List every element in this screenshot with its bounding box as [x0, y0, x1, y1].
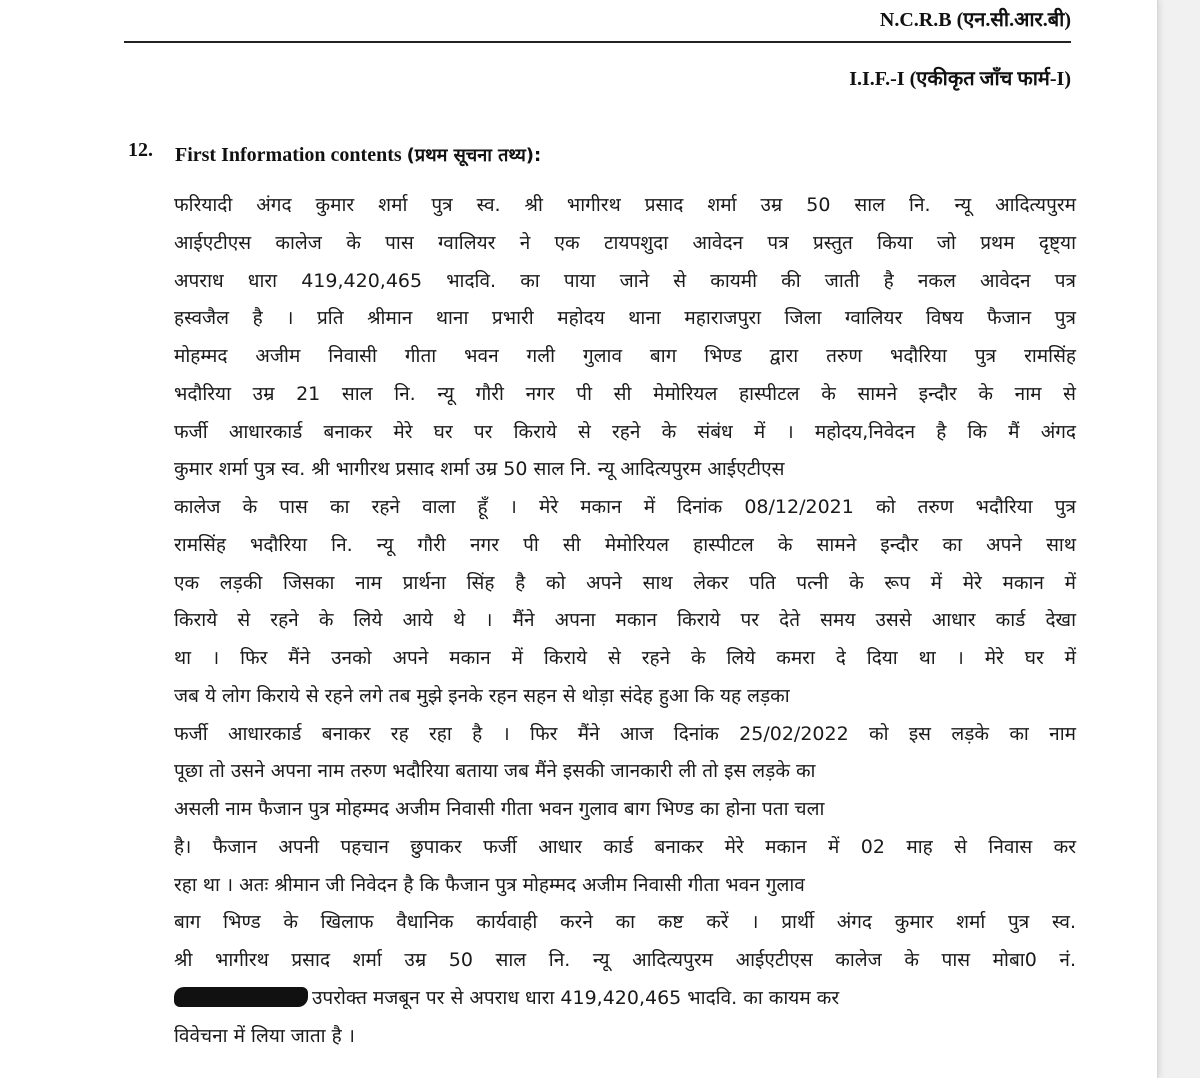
content-line-redacted	[174, 983, 1076, 1021]
content-line: पूछा तो उसने अपना नाम तरुण भदौरिया बताया जब मैंने इसकी जानकारी ली तो इस लड़के का	[174, 760, 816, 783]
header-form-title: I.I.F.-I (एकीकृत जाँच फार्म-I)	[849, 68, 1071, 90]
header-org: N.C.R.B (एन.सी.आर.बी)	[879, 9, 1071, 31]
content-line: फरियादी अंगद कुमार शर्मा पुत्र स्व. श्री भागीरथ प्रसाद शर्मा उम्र 50 साल नि. न्यू आदित्यपुरम	[174, 194, 1076, 216]
content-line: जब ये लोग किराये से रहने लगे तब मुझे इनके रहन सहन से थोड़ा संदेह हुआ कि यह लड़का	[174, 684, 790, 707]
content-line: श्री भागीरथ प्रसाद शर्मा उम्र 50 साल नि. न्यू आदित्यपुरम आईएटीएस कालेज के पास मोबा0 नं.	[174, 949, 1076, 971]
content-line: भदौरिया उम्र 21 साल नि. न्यू गौरी नगर पी सी मेमोरियल हास्पीटल के सामने इन्दौर के नाम से	[174, 382, 1076, 405]
content-line: हस्वजैल है । प्रति श्रीमान थाना प्रभारी महोदय थाना महाराजपुरा जिला ग्वालियर विषय फैजान पुत्र	[174, 307, 1076, 330]
redacted-mobile-number	[174, 987, 308, 1007]
content-line-text: उपरोक्त मजबून पर से अपराध धारा 419,420,465 भादवि. का कायम कर	[312, 986, 840, 1009]
content-line: एक लड़की जिसका नाम प्रार्थना सिंह है को अपने साथ लेकर पति पत्नी के रूप में मेरे मकान में	[174, 571, 1076, 594]
content-line: अपराध धारा 419,420,465 भादवि. का पाया जाने से कायमी की जाती है नकल आवेदन पत्र	[174, 269, 1076, 292]
content-line-last: विवेचना में लिया जाता है ।	[174, 1024, 355, 1047]
header-divider	[124, 41, 1071, 43]
content-line: था । फिर मैंने उनको अपने मकान में किराये से रहने के लिये कमरा दे दिया था । मेरे घर में	[174, 647, 1076, 669]
content-line: कालेज के पास का रहने वाला हूँ । मेरे मकान में दिनांक 08/12/2021 को तरुण भदौरिया पुत्र	[174, 496, 1076, 518]
content-line: असली नाम फैजान पुत्र मोहम्मद अजीम निवासी गीता भवन गुलाव बाग भिण्ड का होना पता चला	[174, 798, 825, 820]
content-line: बाग भिण्ड के खिलाफ वैधानिक कार्यवाही करने का कष्ट करें । प्रार्थी अंगद कुमार शर्मा पुत्र स्व.	[174, 911, 1076, 934]
content-line: कुमार शर्मा पुत्र स्व. श्री भागीरथ प्रसाद शर्मा उम्र 50 साल नि. न्यू आदित्यपुरम आईएटीएस	[174, 458, 785, 481]
content-line: किराये से रहने के लिये आये थे । मैंने अपना मकान किराये पर देते समय उससे आधार कार्ड देखा	[174, 609, 1076, 632]
content-line: है। फैजान अपनी पहचान छुपाकर फर्जी आधार कार्ड बनाकर मेरे मकान में 02 माह से निवास कर	[174, 835, 1076, 858]
first-information-body	[174, 190, 1076, 1058]
section-heading-hi: (प्रथम सूचना तथ्य):	[406, 145, 542, 166]
section-heading-en: First Information contents	[175, 144, 407, 166]
content-line: फर्जी आधारकार्ड बनाकर मेरे घर पर किराये से रहने के संबंध में । महोदय,निवेदन है कि मैं अंगद	[174, 420, 1076, 443]
content-line: आईएटीएस कालेज के पास ग्वालियर ने एक टायपशुदा आवेदन पत्र प्रस्तुत किया जो प्रथम दृष्ट्या	[174, 231, 1076, 254]
content-line: मोहम्मद अजीम निवासी गीता भवन गली गुलाव बाग भिण्ड द्वारा तरुण भदौरिया पुत्र रामसिंह	[174, 345, 1076, 367]
section-heading	[175, 143, 541, 167]
content-line: रहा था । अतः श्रीमान जी निवेदन है कि फैजान पुत्र मोहम्मद अजीम निवासी गीता भवन गुलाव	[174, 873, 805, 896]
content-line: फर्जी आधारकार्ड बनाकर रह रहा है । फिर मैंने आज दिनांक 25/02/2022 को इस लड़के का नाम	[174, 722, 1076, 745]
section-number: 12.	[128, 139, 153, 161]
content-line: रामसिंह भदौरिया नि. न्यू गौरी नगर पी सी मेमोरियल हास्पीटल के सामने इन्दौर का अपने साथ	[174, 533, 1076, 556]
